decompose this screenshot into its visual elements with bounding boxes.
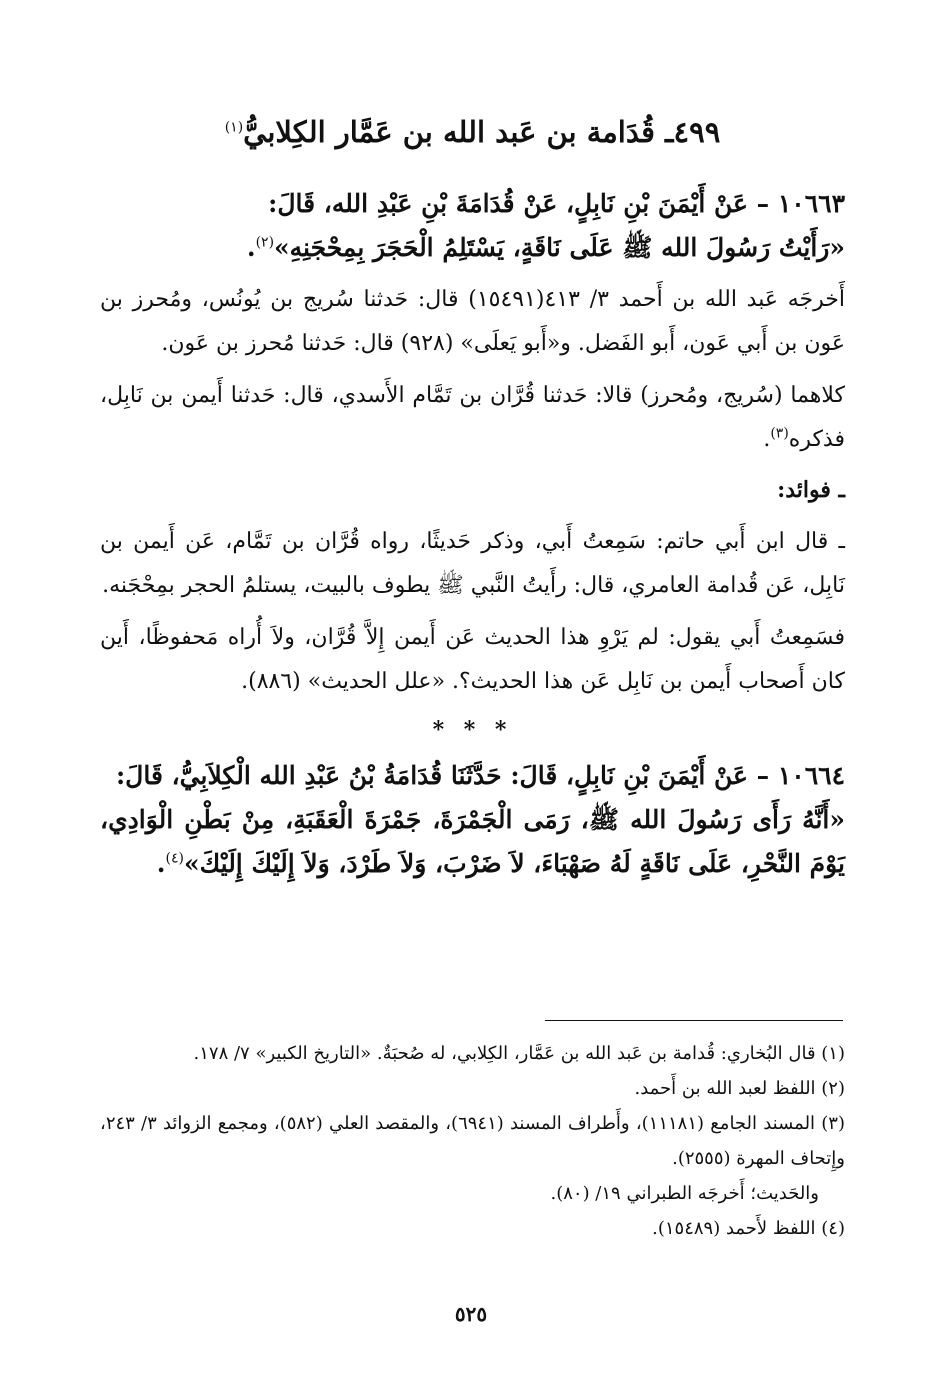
hadith-10663-matn-text: «رَأَيْتُ رَسُولَ الله ﷺ عَلَى نَاقَةٍ، يَسْتَلِمُ الْحَجَرَ بِمِحْجَنِهِ» [274,233,845,262]
fawaid-paragraph-1: ـ قال ابن أَبي حاتم: سَمِعتُ أَبي، وذكر حَديثًا، رواه قُرَّان بن تَمَّام، عَن أَيمن بن نَابِل، عَن قُدامة العامري، قال: رأَيتُ النَّبي ﷺ يطوف بالبيت، يستلمُ الحجر بمِحْجَنه. [100,529,845,598]
footnote-ref-4: (٤) [165,850,184,867]
takhrij-paragraph-2-text: كلاهما (سُريج، ومُحرز) قالا: حَدثنا قُرَّان بن تَمَّام الأَسدي، قال: حَدثنا أَيمن بن نَابِل، فذكره [100,383,845,452]
footnote-ref-3: (٣) [770,425,789,442]
footnote-4: (٤) اللفظ لأَحمد (١٥٤٨٩). [652,1218,845,1239]
fawaid-paragraph-2: فسَمِعتُ أَبي يقول: لم يَرْوِ هذا الحديث عَن أَيمن إِلاَّ قُرَّان، ولاَ أُراه مَحفوظًا، أَين كان أَصحاب أَيمن بن نَابِل عَن هذا الحديث؟. «علل الحديث» (٨٨٦). [100,625,845,694]
hadith-10664-matn-text: «أَنَّهُ رَأَى رَسُولَ الله ﷺ، رَمَى الْجَمْرَةَ، جَمْرَةَ الْعَقَبَةِ، مِنْ بَطْنِ الْوَادِي، يَوْمَ النَّحْرِ، عَلَى نَاقَةٍ لَهُ صَهْبَاءَ، لاَ ضَرْبَ، وَلاَ طَرْدَ، وَلاَ إِلَيْكَ إِلَيْكَ» [100,805,845,878]
takhrij-paragraph-2: كلاهما (سُريج، ومُحرز) قالا: حَدثنا قُرَّان بن تَمَّام الأَسدي، قال: حَدثنا أَيمن بن نَابِل، فذكره$^{(٣)}$. [100,383,845,452]
footnote-1: (١) قال البُخاري: قُدامة بن عَبد الله بن عَمَّار، الكِلابي، له صُحبَةٌ. «التاريخ الكبير» ٧/ ١٧٨. [193,1043,845,1064]
page-number: ٥٢٥ [454,1302,488,1326]
footnote-ref-1: (١) [224,119,244,136]
section-separator: * * * [432,717,513,743]
takhrij-paragraph-1: أَخرجَه عَبد الله بن أَحمد ٣/ ٤١٣(١٥٤٩١) قال: حَدثنا سُريج بن يُونُس، ومُحرز بن عَون بن أَبي عَون، أَبو الفَضل. و«أَبو يَعلَى» (٩٢٨) قال: حَدثنا مُحرز بن عَون. [100,287,845,356]
hadith-10664-matn: «أَنَّهُ رَأَى رَسُولَ الله ﷺ، رَمَى الْجَمْرَةَ، جَمْرَةَ الْعَقَبَةِ، مِنْ بَطْنِ الْوَادِي، يَوْمَ النَّحْرِ، عَلَى نَاقَةٍ لَهُ صَهْبَاءَ، لاَ ضَرْبَ، وَلاَ طَرْدَ، وَلاَ إِلَيْكَ إِلَيْكَ»$^{(٤)}$. [100,805,845,878]
footnotes-section [100,1036,845,1246]
chapter-title [100,112,845,152]
chapter-title-text: ٤٩٩ـ قُدَامة بن عَبد الله بن عَمَّار الكِلابيُّ [243,115,721,149]
page-body [100,112,845,886]
footnote-divider [545,1020,843,1021]
footnote-ref-2: (٢) [255,234,275,251]
footnote-3-continuation: والحَديث؛ أَخرجَه الطبراني ١٩/ (٨٠). [550,1183,819,1204]
hadith-10664-isnad: ١٠٦٦٤ – عَنْ أَيْمَنَ بْنِ نَابِلٍ، قَالَ: حَدَّثَنَا قُدَامَةُ بْنُ عَبْدِ الله الْكِلاَبِيُّ، قَالَ: [115,761,845,790]
footnote-3: (٣) المسند الجامع (١١١٨١)، وأَطراف المسند (٦٩٤١)، والمقصد العلي (٥٨٢)، ومجمع الزوائد ٣/ ٢٤٣، وإِتحاف المهرة (٢٥٥٥). [100,1113,845,1169]
fawaid-heading: ـ فوائد: [777,477,845,503]
footnote-2: (٢) اللفظ لعبد الله بن أَحمد. [634,1078,845,1099]
hadith-10663-isnad: ١٠٦٦٣ – عَنْ أَيْمَنَ بْنِ نَابِلٍ، عَنْ قُدَامَةَ بْنِ عَبْدِ الله، قَالَ: [268,189,845,218]
hadith-10663-matn: «رَأَيْتُ رَسُولَ الله ﷺ عَلَى نَاقَةٍ، يَسْتَلِمُ الْحَجَرَ بِمِحْجَنِهِ»$^{(٢)}$. [246,233,845,262]
